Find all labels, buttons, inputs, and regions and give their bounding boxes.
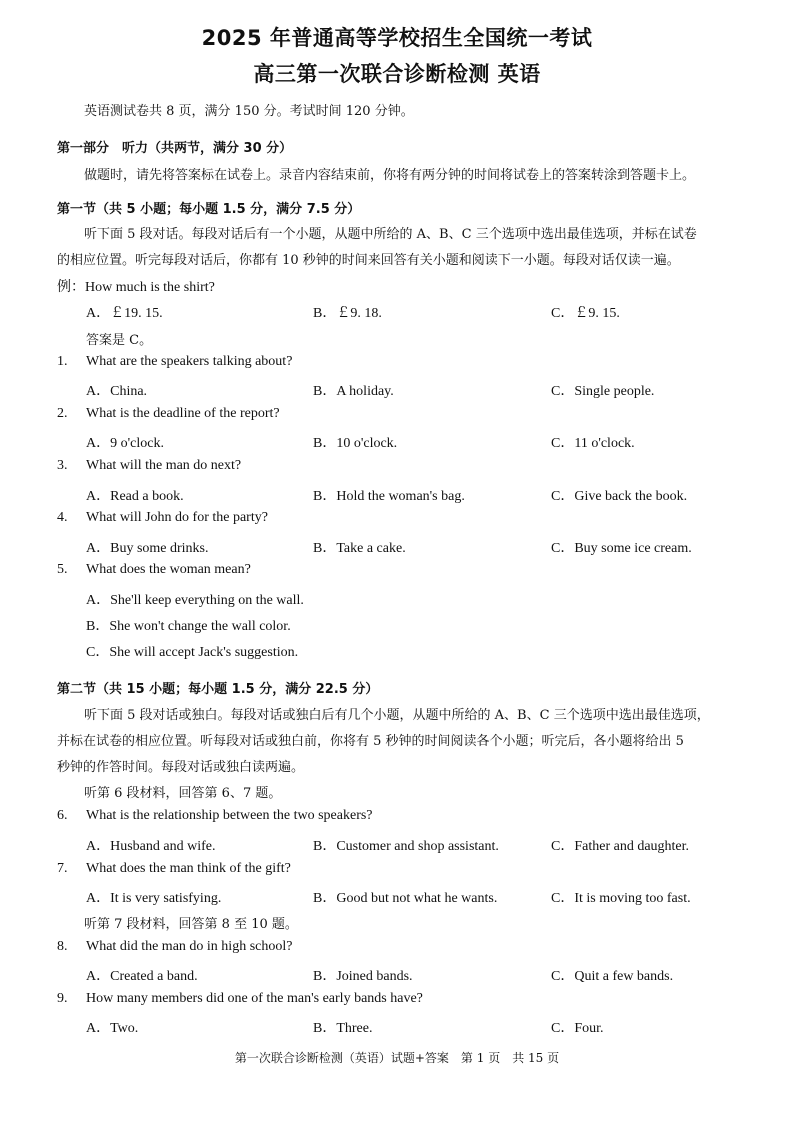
question-number: 1. xyxy=(57,354,68,369)
material-6-note: 听第 6 段材料，回答第 6、7 题。 xyxy=(84,786,282,801)
option-c: C．She will accept Jack's suggestion. xyxy=(86,645,299,660)
example-answer: 答案是 C。 xyxy=(86,333,153,348)
question-text: What is the deadline of the report? xyxy=(86,406,280,421)
question-number: 7. xyxy=(57,861,68,876)
option-b: B．A holiday. xyxy=(313,384,394,399)
question-text: How many members did one of the man's early bands have? xyxy=(86,991,423,1006)
exam-intro: 英语测试卷共 8 页，满分 150 分。考试时间 120 分钟。 xyxy=(84,104,414,119)
page-footer: 第一次联合诊断检测（英语）试题+答案 第 1 页 共 15 页 xyxy=(234,1051,560,1065)
example-option-c: C．￡9. 15. xyxy=(551,306,620,321)
section1-heading: 第一节（共 5 小题；每小题 1.5 分，满分 7.5 分） xyxy=(57,202,361,217)
option-b: B．10 o'clock. xyxy=(313,436,398,451)
exam-title: 2025 年普通高等学校招生全国统一考试 xyxy=(201,26,593,50)
option-a: A．It is very satisfying. xyxy=(86,891,222,906)
option-a: A．Two. xyxy=(86,1021,139,1036)
question-text: What does the woman mean? xyxy=(86,562,251,577)
exam-subtitle: 高三第一次联合诊断检测 英语 xyxy=(253,62,541,86)
option-a: A．Created a band. xyxy=(86,969,198,984)
part1-instruction: 做题时，请先将答案标在试卷上。录音内容结束前，你将有两分钟的时间将试卷上的答案转涂到答题卡上。 xyxy=(84,168,696,183)
option-a: A．Husband and wife. xyxy=(86,839,216,854)
question-number: 4. xyxy=(57,510,68,525)
section2-instruction-line2: 并标在试卷的相应位置。听每段对话或独白前，你将有 5 秒钟的时间阅读各个小题；听完后，各小题将给出 5 xyxy=(57,734,684,749)
option-b: B．Three. xyxy=(313,1021,373,1036)
option-a: A．Buy some drinks. xyxy=(86,541,209,556)
question-text: What will the man do next? xyxy=(86,458,242,473)
question-number: 6. xyxy=(57,808,68,823)
question-text: What are the speakers talking about? xyxy=(86,354,293,369)
question-number: 2. xyxy=(57,406,68,421)
section1-instruction-line1: 听下面 5 段对话。每段对话后有一个小题，从题中所给的 A、B、C 三个选项中选出最佳选项，并标在试卷 xyxy=(84,227,697,242)
option-c: C．Four. xyxy=(551,1021,604,1036)
question-text: What will John do for the party? xyxy=(86,510,268,525)
option-c: C．Father and daughter. xyxy=(551,839,690,854)
section1-instruction-line2: 的相应位置。听完每段对话后，你都有 10 秒钟的时间来回答有关小题和阅读下一小题。每段对话仅读一遍。 xyxy=(57,253,680,268)
option-b: B．Customer and shop assistant. xyxy=(313,839,499,854)
example-option-a: A．￡19. 15. xyxy=(86,306,163,321)
option-b: B．Joined bands. xyxy=(313,969,413,984)
section2-instruction-line1: 听下面 5 段对话或独白。每段对话或独白后有几个小题，从题中所给的 A、B、C 三个选项中选出最佳选项， xyxy=(84,708,710,723)
question-number: 8. xyxy=(57,939,68,954)
question-text: What did the man do in high school? xyxy=(86,939,293,954)
option-c: C．Give back the book. xyxy=(551,489,688,504)
option-b: B．Good but not what he wants. xyxy=(313,891,498,906)
part1-heading: 第一部分 听力（共两节，满分 30 分） xyxy=(57,141,293,156)
question-text: What is the relationship between the two speakers? xyxy=(86,808,373,823)
question-number: 9. xyxy=(57,991,68,1006)
option-b: B．Take a cake. xyxy=(313,541,406,556)
option-c: C．11 o'clock. xyxy=(551,436,635,451)
section2-instruction-line3: 秒钟的作答时间。每段对话或独白读两遍。 xyxy=(57,760,305,775)
question-text: What does the man think of the gift? xyxy=(86,861,291,876)
option-a: A．Read a book. xyxy=(86,489,184,504)
option-a: A．China. xyxy=(86,384,148,399)
option-a: A．9 o'clock. xyxy=(86,436,164,451)
option-c: C．It is moving too fast. xyxy=(551,891,691,906)
example-option-b: B．￡9. 18. xyxy=(313,306,382,321)
option-b: B．Hold the woman's bag. xyxy=(313,489,465,504)
material-7-note: 听第 7 段材料，回答第 8 至 10 题。 xyxy=(84,917,298,932)
option-a: A．She'll keep everything on the wall. xyxy=(86,593,304,608)
option-c: C．Buy some ice cream. xyxy=(551,541,692,556)
example-question: 例：How much is the shirt? xyxy=(57,280,215,295)
option-c: C．Quit a few bands. xyxy=(551,969,674,984)
option-b: B．She won't change the wall color. xyxy=(86,619,291,634)
section2-heading: 第二节（共 15 小题；每小题 1.5 分，满分 22.5 分） xyxy=(57,682,379,697)
question-number: 5. xyxy=(57,562,68,577)
option-c: C．Single people. xyxy=(551,384,655,399)
question-number: 3. xyxy=(57,458,68,473)
